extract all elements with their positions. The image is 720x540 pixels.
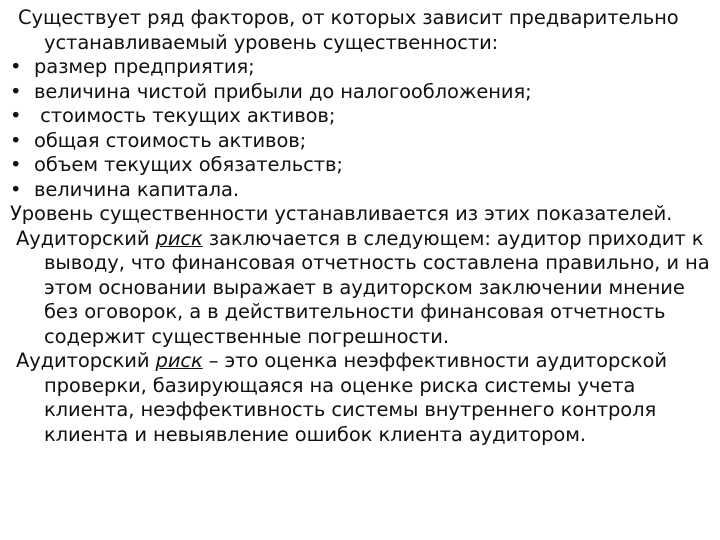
slide-text-body — [10, 6, 710, 447]
list-item-text: стоимость текущих активов; — [34, 104, 336, 127]
list-item-text: размер предприятия; — [34, 55, 255, 78]
bullet-icon: • — [10, 104, 22, 127]
bullet-icon: • — [10, 79, 22, 103]
bullet-icon: • — [10, 55, 22, 78]
list-item-text: величина капитала. — [34, 177, 239, 201]
factor-list — [10, 55, 710, 202]
risk-term: риск — [155, 349, 203, 372]
intro-paragraph: Существует ряд факторов, от которых зависит предварительно устанавливаемый уровень существенности: — [18, 6, 679, 54]
bullet-icon: • — [10, 177, 22, 201]
risk-body-text: заключается в следующем: аудитор приходит к выводу, что финансовая отчетность составлена правильно, и на этом основании выражает в аудиторском заключении мнение без оговорок, а в действительности финансовая отчетность содержит существенные погрешности. — [44, 226, 710, 348]
list-item — [10, 178, 710, 203]
risk-body-text: – это оценка неэффективности аудиторской проверки, базирующаяся на оценке риска системы учета клиента, неэффективность системы внутреннего контроля клиента и невыявление ошибок клиента аудитором. — [44, 349, 667, 446]
level-statement: Уровень существенности устанавливается из этих показателей. — [10, 202, 673, 225]
list-item — [10, 129, 710, 154]
list-item — [10, 153, 710, 178]
list-item-text: общая стоимость активов; — [34, 128, 307, 152]
risk-term: риск — [155, 226, 203, 250]
risk-paragraph-2 — [10, 349, 710, 447]
list-item — [10, 80, 710, 105]
bullet-icon: • — [10, 153, 22, 176]
risk-paragraph-1 — [10, 227, 710, 350]
bullet-icon: • — [10, 128, 22, 152]
list-item — [10, 104, 710, 129]
list-item-text: объем текущих обязательств; — [34, 153, 343, 176]
risk-lead-text: Аудиторский — [16, 226, 156, 250]
list-item — [10, 55, 710, 80]
list-item-text: величина чистой прибыли до налогообложения; — [34, 79, 532, 103]
risk-lead-text: Аудиторский — [16, 349, 156, 372]
